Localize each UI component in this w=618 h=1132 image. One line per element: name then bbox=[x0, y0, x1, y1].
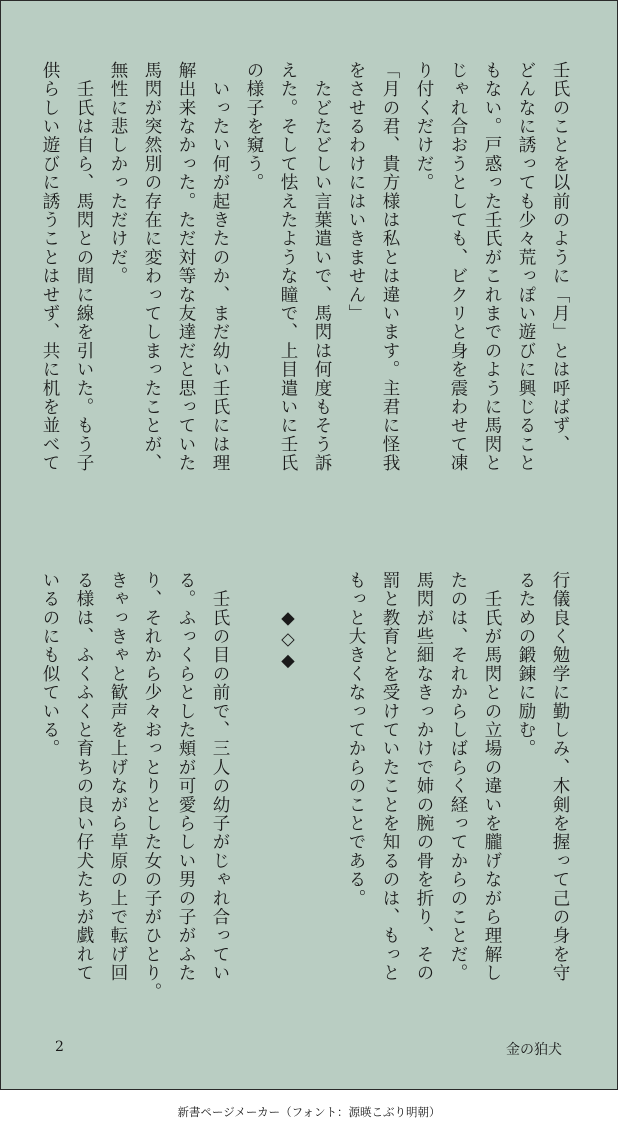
text-line: る様は、ふくふくと育ちの良い仔犬たちが戯れて bbox=[74, 571, 94, 983]
text-line: る。ふっくらとした頬が可愛らしい男の子がふた bbox=[176, 571, 196, 983]
page-number: 2 bbox=[55, 1039, 64, 1055]
text-line: 罰と教育とを受けていたことを知るのは、もっと bbox=[380, 571, 400, 983]
generator-caption: 新書ページメーカー（フォント：源暎こぶり明朝） bbox=[177, 1105, 441, 1119]
text-line: をさせるわけにはいきません」 bbox=[346, 61, 366, 323]
text-line: り付くだけだ。 bbox=[414, 61, 434, 192]
text-line: じゃれ合おうとしても、ビクリと身を震わせて凍 bbox=[448, 61, 468, 473]
text-line bbox=[305, 571, 339, 1011]
text-line: もない。戸惑った壬氏がこれまでのように馬閃と bbox=[482, 61, 502, 473]
text-line: たのは、それからしばらく経ってからのことだ。 bbox=[448, 571, 468, 983]
upper-text-block bbox=[37, 61, 577, 531]
text-line: 馬閃が些細なきっかけで姉の腕の骨を折り、その bbox=[414, 571, 434, 983]
lower-text-block bbox=[37, 571, 577, 1011]
text-line: ◆◇◆ bbox=[278, 571, 298, 672]
text-line: の様子を窺う。 bbox=[244, 61, 264, 192]
text-line: 「月の君、貴方様は私とは違います。主君に怪我 bbox=[380, 61, 400, 473]
text-line: いったい何が起きたのか、まだ幼い壬氏には理 bbox=[210, 61, 230, 473]
text-line: るための鍛錬に励む。 bbox=[516, 571, 536, 758]
text-line: きゃっきゃと歓声を上げながら草原の上で転げ回 bbox=[108, 571, 128, 983]
text-line: どんなに誘っても少々荒っぽい遊びに興じること bbox=[516, 61, 536, 473]
text-line: 無性に悲しかっただけだ。 bbox=[108, 61, 128, 286]
text-line: り、それから少々おっとりとした女の子がひとり。 bbox=[142, 571, 162, 1002]
text-line: いるのにも似ている。 bbox=[40, 571, 60, 758]
text-line: もっと大きくなってからのことである。 bbox=[346, 571, 366, 908]
text-line: 供らしい遊びに誘うことはせず、共に机を並べて bbox=[40, 61, 60, 473]
text-line: 行儀良く勉学に勤しみ、木剣を握って己の身を守 bbox=[550, 571, 570, 983]
text-line: 壬氏が馬閃との立場の違いを朧げながら理解し bbox=[482, 571, 502, 983]
book-title: 金の狛犬 bbox=[506, 1042, 562, 1058]
text-line: 馬閃が突然別の存在に変わってしまったことが、 bbox=[142, 61, 162, 473]
text-line: 解出来なかった。ただ対等な友達だと思っていた bbox=[176, 61, 196, 473]
text-line: えた。そして怯えたような瞳で、上目遣いに壬氏 bbox=[278, 61, 298, 473]
text-line: 壬氏は自ら、馬閃との間に線を引いた。もう子 bbox=[74, 61, 94, 473]
text-line: 壬氏のことを以前のように「月」とは呼ばず、 bbox=[550, 61, 570, 454]
text-line: 壬氏の目の前で、三人の幼子がじゃれ合ってい bbox=[210, 571, 230, 983]
text-line: たどたどしい言葉遣いで、馬閃は何度もそう訴 bbox=[312, 61, 332, 473]
text-line bbox=[237, 571, 271, 1011]
